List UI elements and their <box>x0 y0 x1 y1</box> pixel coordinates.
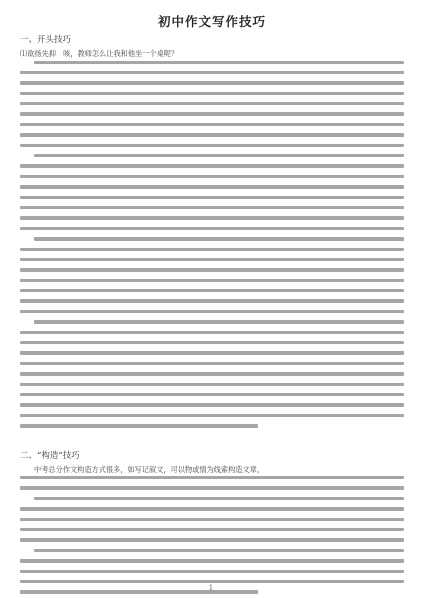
text-line <box>20 164 404 167</box>
text-line <box>20 476 404 479</box>
section-lead-text: ⑴欲扬先抑 咳，教师怎么让我和他坐一个桌呢？ <box>20 49 179 58</box>
text-line <box>20 341 404 344</box>
text-line <box>34 497 404 500</box>
text-line <box>20 123 404 126</box>
section-body-structure-techniques <box>20 476 404 594</box>
text-line <box>20 112 404 115</box>
text-line <box>34 237 404 240</box>
text-line <box>20 175 404 178</box>
text-line <box>20 538 404 541</box>
text-line <box>20 248 404 251</box>
text-line <box>20 196 404 199</box>
document-title: 初中作文写作技巧 <box>157 14 266 29</box>
text-line <box>20 580 404 583</box>
text-line <box>20 351 404 354</box>
text-line <box>20 268 404 271</box>
text-line <box>20 528 404 531</box>
text-line <box>20 372 404 375</box>
text-line <box>20 424 258 427</box>
text-line <box>20 227 404 230</box>
text-line <box>20 310 404 313</box>
text-line <box>20 362 404 365</box>
text-line <box>20 279 404 282</box>
text-line <box>20 518 404 521</box>
text-line <box>20 144 404 147</box>
text-line <box>20 216 404 219</box>
text-line <box>20 206 404 209</box>
text-line <box>20 486 404 489</box>
text-line <box>20 414 404 417</box>
text-line <box>20 289 404 292</box>
page-number: 1 <box>208 584 214 592</box>
text-line <box>20 299 404 302</box>
text-line <box>20 570 404 573</box>
text-line <box>20 81 404 84</box>
section-lead-text: 中考总分作文构造方式很多，如写记叙文，可以物或情为线索构造文章， <box>34 464 265 474</box>
text-line <box>20 133 404 136</box>
text-line <box>20 92 404 95</box>
text-line <box>20 393 404 396</box>
section-spacer <box>20 435 404 451</box>
text-line <box>34 154 404 157</box>
text-line <box>34 320 404 323</box>
text-line <box>34 549 404 552</box>
text-line <box>20 403 404 406</box>
text-line <box>20 258 404 261</box>
section-body-opening-techniques <box>20 61 404 428</box>
text-line <box>20 185 404 188</box>
text-line <box>20 71 404 74</box>
text-line <box>20 383 404 386</box>
text-line <box>34 61 404 64</box>
text-line <box>20 559 404 562</box>
text-line <box>20 507 404 510</box>
section-heading-opening-techniques: 一、开头技巧 <box>20 35 72 45</box>
text-line <box>20 331 404 334</box>
text-line <box>20 102 404 105</box>
section-heading-structure-techniques: 二、“构造”技巧 <box>20 450 80 461</box>
